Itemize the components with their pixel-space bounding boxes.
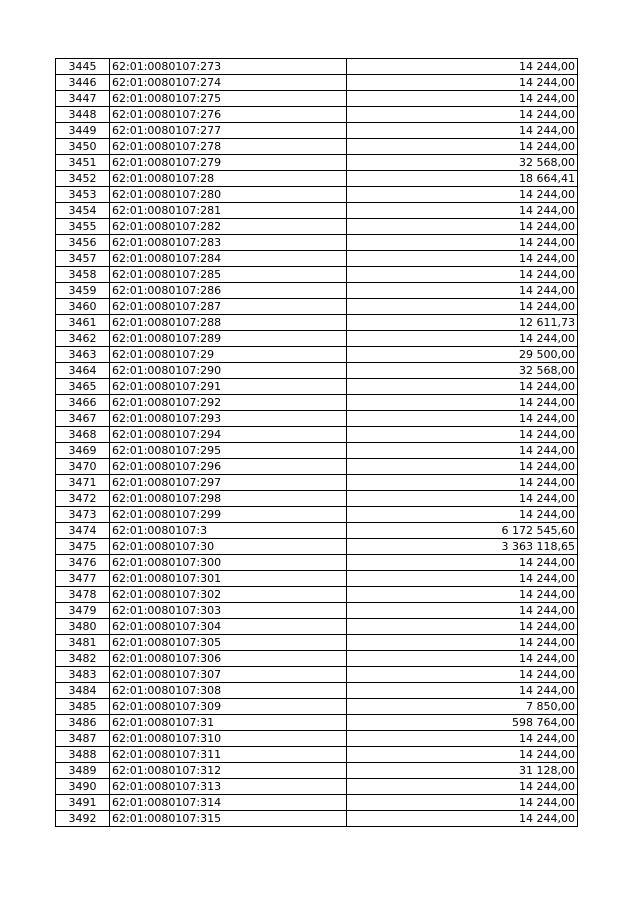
- cadastral-number-cell: 62:01:0080107:313: [110, 779, 347, 795]
- row-number-cell: 3456: [56, 235, 110, 251]
- table-row: [56, 155, 578, 171]
- cadastral-value-cell: 14 244,00: [347, 139, 578, 155]
- row-number-cell: 3473: [56, 507, 110, 523]
- cadastral-value-cell: 14 244,00: [347, 91, 578, 107]
- cadastral-value-cell: 14 244,00: [347, 59, 578, 75]
- row-number-cell: 3451: [56, 155, 110, 171]
- cadastral-value-cell: 14 244,00: [347, 779, 578, 795]
- cadastral-number-cell: 62:01:0080107:314: [110, 795, 347, 811]
- cadastral-number-cell: 62:01:0080107:274: [110, 75, 347, 91]
- row-number-cell: 3445: [56, 59, 110, 75]
- row-number-cell: 3471: [56, 475, 110, 491]
- table-row: [56, 235, 578, 251]
- cadastral-value-cell: 14 244,00: [347, 603, 578, 619]
- cadastral-value-cell: 14 244,00: [347, 587, 578, 603]
- table-row: [56, 491, 578, 507]
- row-number-cell: 3462: [56, 331, 110, 347]
- cadastral-value-cell: 29 500,00: [347, 347, 578, 363]
- cadastral-value-cell: 14 244,00: [347, 619, 578, 635]
- cadastral-number-cell: 62:01:0080107:288: [110, 315, 347, 331]
- row-number-cell: 3459: [56, 283, 110, 299]
- cadastral-value-cell: 14 244,00: [347, 251, 578, 267]
- cadastral-value-cell: 14 244,00: [347, 555, 578, 571]
- cadastral-value-cell: 14 244,00: [347, 123, 578, 139]
- cadastral-value-cell: 14 244,00: [347, 75, 578, 91]
- cadastral-value-cell: 14 244,00: [347, 667, 578, 683]
- cadastral-number-cell: 62:01:0080107:283: [110, 235, 347, 251]
- table-row: [56, 395, 578, 411]
- row-number-cell: 3486: [56, 715, 110, 731]
- cadastral-number-cell: 62:01:0080107:30: [110, 539, 347, 555]
- row-number-cell: 3469: [56, 443, 110, 459]
- table-row: [56, 811, 578, 827]
- cadastral-number-cell: 62:01:0080107:296: [110, 459, 347, 475]
- cadastral-value-table: [55, 58, 578, 827]
- row-number-cell: 3450: [56, 139, 110, 155]
- row-number-cell: 3466: [56, 395, 110, 411]
- cadastral-value-cell: 14 244,00: [347, 491, 578, 507]
- cadastral-value-cell: 14 244,00: [347, 731, 578, 747]
- cadastral-number-cell: 62:01:0080107:304: [110, 619, 347, 635]
- table-row: [56, 411, 578, 427]
- cadastral-value-cell: 14 244,00: [347, 187, 578, 203]
- row-number-cell: 3477: [56, 571, 110, 587]
- table-row: [56, 139, 578, 155]
- table-row: [56, 75, 578, 91]
- row-number-cell: 3484: [56, 683, 110, 699]
- cadastral-number-cell: 62:01:0080107:281: [110, 203, 347, 219]
- row-number-cell: 3485: [56, 699, 110, 715]
- cadastral-number-cell: 62:01:0080107:273: [110, 59, 347, 75]
- cadastral-number-cell: 62:01:0080107:308: [110, 683, 347, 699]
- cadastral-number-cell: 62:01:0080107:307: [110, 667, 347, 683]
- table-row: [56, 299, 578, 315]
- table-row: [56, 715, 578, 731]
- table-row: [56, 203, 578, 219]
- table-row: [56, 539, 578, 555]
- row-number-cell: 3480: [56, 619, 110, 635]
- cadastral-number-cell: 62:01:0080107:294: [110, 427, 347, 443]
- row-number-cell: 3452: [56, 171, 110, 187]
- cadastral-value-cell: 14 244,00: [347, 475, 578, 491]
- row-number-cell: 3470: [56, 459, 110, 475]
- table-row: [56, 779, 578, 795]
- cadastral-value-cell: 598 764,00: [347, 715, 578, 731]
- cadastral-number-cell: 62:01:0080107:291: [110, 379, 347, 395]
- row-number-cell: 3474: [56, 523, 110, 539]
- cadastral-number-cell: 62:01:0080107:292: [110, 395, 347, 411]
- cadastral-number-cell: 62:01:0080107:303: [110, 603, 347, 619]
- cadastral-number-cell: 62:01:0080107:29: [110, 347, 347, 363]
- cadastral-value-cell: 14 244,00: [347, 235, 578, 251]
- cadastral-number-cell: 62:01:0080107:286: [110, 283, 347, 299]
- table-row: [56, 475, 578, 491]
- table-row: [56, 123, 578, 139]
- table-row: [56, 795, 578, 811]
- table-row: [56, 763, 578, 779]
- table-row: [56, 267, 578, 283]
- cadastral-value-cell: 14 244,00: [347, 651, 578, 667]
- cadastral-number-cell: 62:01:0080107:293: [110, 411, 347, 427]
- row-number-cell: 3449: [56, 123, 110, 139]
- row-number-cell: 3479: [56, 603, 110, 619]
- cadastral-value-cell: 14 244,00: [347, 411, 578, 427]
- cadastral-number-cell: 62:01:0080107:275: [110, 91, 347, 107]
- row-number-cell: 3482: [56, 651, 110, 667]
- table-row: [56, 619, 578, 635]
- table-row: [56, 379, 578, 395]
- cadastral-number-cell: 62:01:0080107:279: [110, 155, 347, 171]
- cadastral-number-cell: 62:01:0080107:312: [110, 763, 347, 779]
- cadastral-number-cell: 62:01:0080107:290: [110, 363, 347, 379]
- table-row: [56, 107, 578, 123]
- row-number-cell: 3468: [56, 427, 110, 443]
- cadastral-value-cell: 7 850,00: [347, 699, 578, 715]
- cadastral-number-cell: 62:01:0080107:276: [110, 107, 347, 123]
- cadastral-value-cell: 14 244,00: [347, 267, 578, 283]
- table-row: [56, 507, 578, 523]
- row-number-cell: 3487: [56, 731, 110, 747]
- row-number-cell: 3464: [56, 363, 110, 379]
- row-number-cell: 3489: [56, 763, 110, 779]
- cadastral-value-cell: 14 244,00: [347, 811, 578, 827]
- cadastral-number-cell: 62:01:0080107:289: [110, 331, 347, 347]
- cadastral-number-cell: 62:01:0080107:315: [110, 811, 347, 827]
- row-number-cell: 3460: [56, 299, 110, 315]
- table-row: [56, 91, 578, 107]
- cadastral-value-cell: 14 244,00: [347, 219, 578, 235]
- cadastral-number-cell: 62:01:0080107:305: [110, 635, 347, 651]
- row-number-cell: 3472: [56, 491, 110, 507]
- table-row: [56, 315, 578, 331]
- table-row: [56, 283, 578, 299]
- cadastral-value-cell: 14 244,00: [347, 395, 578, 411]
- cadastral-value-cell: 14 244,00: [347, 427, 578, 443]
- table-row: [56, 571, 578, 587]
- cadastral-number-cell: 62:01:0080107:298: [110, 491, 347, 507]
- table-row: [56, 699, 578, 715]
- cadastral-value-cell: 32 568,00: [347, 155, 578, 171]
- cadastral-value-cell: 6 172 545,60: [347, 523, 578, 539]
- cadastral-value-cell: 14 244,00: [347, 571, 578, 587]
- table-row: [56, 459, 578, 475]
- cadastral-number-cell: 62:01:0080107:28: [110, 171, 347, 187]
- table-row: [56, 651, 578, 667]
- table-row: [56, 363, 578, 379]
- row-number-cell: 3483: [56, 667, 110, 683]
- cadastral-value-cell: 14 244,00: [347, 443, 578, 459]
- table-row: [56, 667, 578, 683]
- table-row: [56, 683, 578, 699]
- cadastral-number-cell: 62:01:0080107:299: [110, 507, 347, 523]
- table-row: [56, 187, 578, 203]
- row-number-cell: 3481: [56, 635, 110, 651]
- table-row: [56, 171, 578, 187]
- row-number-cell: 3475: [56, 539, 110, 555]
- cadastral-number-cell: 62:01:0080107:31: [110, 715, 347, 731]
- cadastral-value-cell: 14 244,00: [347, 331, 578, 347]
- row-number-cell: 3491: [56, 795, 110, 811]
- table-row: [56, 587, 578, 603]
- cadastral-value-cell: 18 664,41: [347, 171, 578, 187]
- cadastral-number-cell: 62:01:0080107:285: [110, 267, 347, 283]
- row-number-cell: 3476: [56, 555, 110, 571]
- cadastral-value-cell: 14 244,00: [347, 379, 578, 395]
- cadastral-value-cell: 14 244,00: [347, 459, 578, 475]
- row-number-cell: 3461: [56, 315, 110, 331]
- cadastral-value-cell: 14 244,00: [347, 683, 578, 699]
- row-number-cell: 3446: [56, 75, 110, 91]
- cadastral-value-cell: 14 244,00: [347, 747, 578, 763]
- cadastral-number-cell: 62:01:0080107:3: [110, 523, 347, 539]
- table-row: [56, 635, 578, 651]
- cadastral-value-cell: 31 128,00: [347, 763, 578, 779]
- table-row: [56, 219, 578, 235]
- cadastral-value-cell: 32 568,00: [347, 363, 578, 379]
- row-number-cell: 3447: [56, 91, 110, 107]
- row-number-cell: 3448: [56, 107, 110, 123]
- row-number-cell: 3455: [56, 219, 110, 235]
- cadastral-number-cell: 62:01:0080107:278: [110, 139, 347, 155]
- table-row: [56, 523, 578, 539]
- cadastral-number-cell: 62:01:0080107:311: [110, 747, 347, 763]
- cadastral-number-cell: 62:01:0080107:277: [110, 123, 347, 139]
- cadastral-number-cell: 62:01:0080107:297: [110, 475, 347, 491]
- table-row: [56, 427, 578, 443]
- cadastral-number-cell: 62:01:0080107:300: [110, 555, 347, 571]
- row-number-cell: 3458: [56, 267, 110, 283]
- cadastral-number-cell: 62:01:0080107:310: [110, 731, 347, 747]
- table-row: [56, 555, 578, 571]
- row-number-cell: 3492: [56, 811, 110, 827]
- cadastral-value-cell: 14 244,00: [347, 635, 578, 651]
- cadastral-number-cell: 62:01:0080107:302: [110, 587, 347, 603]
- row-number-cell: 3454: [56, 203, 110, 219]
- row-number-cell: 3457: [56, 251, 110, 267]
- table-row: [56, 443, 578, 459]
- row-number-cell: 3453: [56, 187, 110, 203]
- cadastral-value-cell: 14 244,00: [347, 795, 578, 811]
- cadastral-number-cell: 62:01:0080107:306: [110, 651, 347, 667]
- cadastral-value-cell: 12 611,73: [347, 315, 578, 331]
- cadastral-value-cell: 14 244,00: [347, 299, 578, 315]
- row-number-cell: 3478: [56, 587, 110, 603]
- table-row: [56, 747, 578, 763]
- table-row: [56, 59, 578, 75]
- row-number-cell: 3467: [56, 411, 110, 427]
- cadastral-number-cell: 62:01:0080107:287: [110, 299, 347, 315]
- cadastral-value-cell: 14 244,00: [347, 283, 578, 299]
- table-row: [56, 603, 578, 619]
- table-body: [56, 59, 578, 827]
- table-row: [56, 731, 578, 747]
- cadastral-number-cell: 62:01:0080107:309: [110, 699, 347, 715]
- table-row: [56, 331, 578, 347]
- cadastral-number-cell: 62:01:0080107:284: [110, 251, 347, 267]
- table-row: [56, 347, 578, 363]
- row-number-cell: 3465: [56, 379, 110, 395]
- cadastral-value-cell: 14 244,00: [347, 107, 578, 123]
- cadastral-number-cell: 62:01:0080107:280: [110, 187, 347, 203]
- row-number-cell: 3490: [56, 779, 110, 795]
- row-number-cell: 3463: [56, 347, 110, 363]
- cadastral-value-cell: 14 244,00: [347, 507, 578, 523]
- cadastral-value-cell: 14 244,00: [347, 203, 578, 219]
- table-row: [56, 251, 578, 267]
- cadastral-number-cell: 62:01:0080107:301: [110, 571, 347, 587]
- cadastral-number-cell: 62:01:0080107:295: [110, 443, 347, 459]
- cadastral-number-cell: 62:01:0080107:282: [110, 219, 347, 235]
- cadastral-value-cell: 3 363 118,65: [347, 539, 578, 555]
- row-number-cell: 3488: [56, 747, 110, 763]
